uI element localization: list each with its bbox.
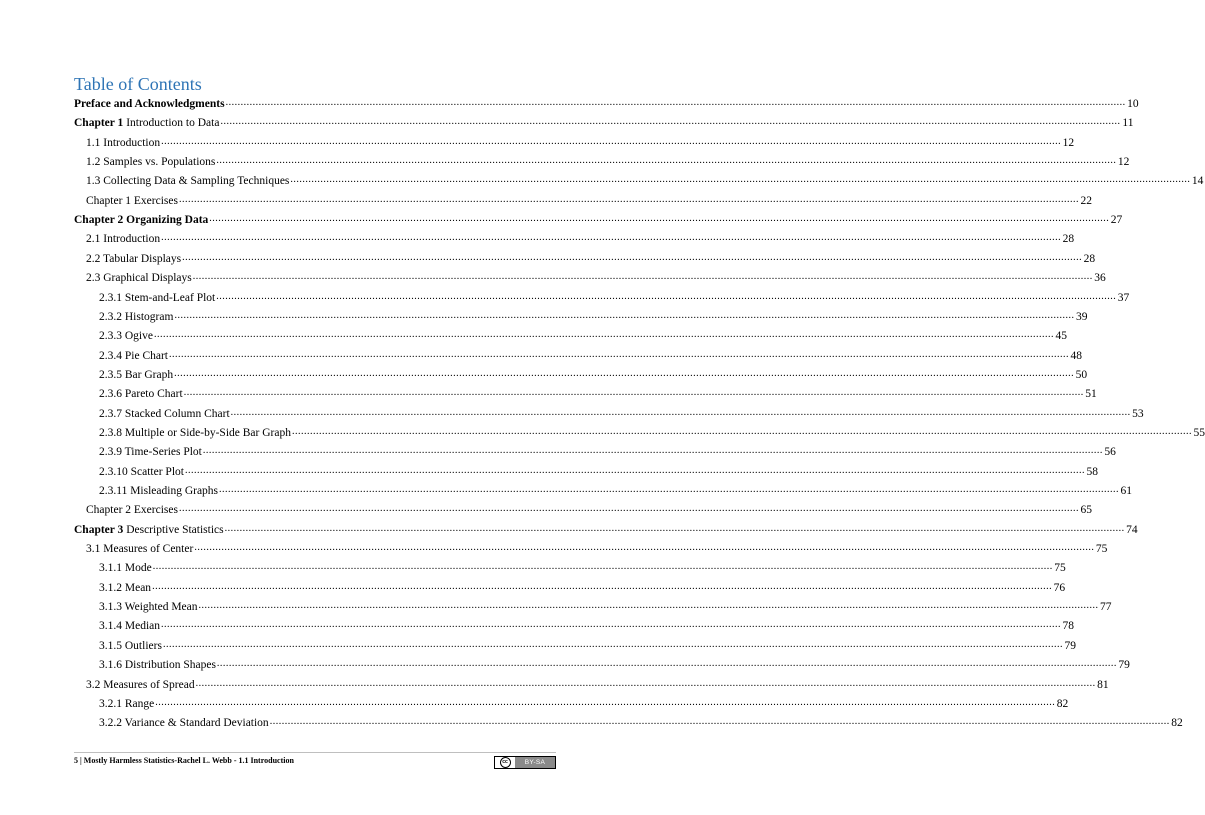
toc-entry-text: 3.1.1 Mode	[99, 562, 152, 575]
toc-page-number: 12	[1062, 136, 1075, 149]
toc-entry-bold-label: Chapter 1	[74, 117, 124, 130]
toc-entry-label	[86, 232, 160, 246]
toc-page-number: 27	[1110, 214, 1123, 227]
toc-entry-label	[99, 716, 269, 730]
dot-leader: ............................................................................................................................................................................................................................................................................................................	[209, 213, 1110, 225]
toc-entry-text: 2.3.8 Multiple or Side-by-Side Bar Graph	[99, 426, 291, 439]
dot-leader: ............................................................................................................................................................................................................................................................................................................	[161, 619, 1062, 631]
toc-page-number: 78	[1062, 620, 1075, 633]
toc-page-number: 79	[1064, 639, 1076, 652]
toc-page-number: 14	[1191, 175, 1204, 188]
toc-entry-text: 3.2.1 Range	[99, 697, 155, 710]
toc-page-number: 82	[1171, 717, 1183, 730]
toc-entry-label	[99, 291, 215, 305]
dot-leader: ............................................................................................................................................................................................................................................................................................................	[183, 387, 1084, 399]
toc-entry-text: 2.3.1 Stem-and-Leaf Plot	[99, 291, 216, 304]
toc-entry-text: Chapter 2 Exercises	[86, 504, 178, 517]
toc-page-number: 55	[1193, 426, 1205, 439]
toc-entry[interactable]	[99, 441, 1116, 459]
toc-entry-text: 2.3.7 Stacked Column Chart	[99, 407, 230, 420]
dot-leader: ............................................................................................................................................................................................................................................................................................................	[216, 155, 1117, 167]
toc-entry-label	[74, 97, 225, 111]
toc-entry[interactable]	[99, 287, 1130, 305]
toc-entry-text: 3.2.2 Variance & Standard Deviation	[99, 717, 269, 730]
toc-heading: Table of Contents	[74, 74, 202, 94]
toc-entry[interactable]	[86, 248, 1096, 266]
toc-entry-text: 3.2 Measures of Spread	[86, 678, 195, 691]
toc-page-number: 61	[1120, 485, 1133, 497]
dot-leader: ............................................................................................................................................................................................................................................................................................................	[169, 348, 1069, 360]
toc-entry[interactable]	[86, 499, 1092, 517]
toc-entry-label	[99, 561, 152, 575]
toc-entry[interactable]	[74, 209, 1123, 227]
toc-entry-label	[86, 194, 178, 208]
toc-entry[interactable]	[99, 325, 1067, 343]
toc-page-number: 82	[1056, 697, 1069, 710]
dot-leader: ............................................................................................................................................................................................................................................................................................................	[152, 561, 1053, 573]
toc-entry-text: 2.1 Introduction	[86, 233, 161, 246]
toc-entry[interactable]	[74, 93, 1139, 111]
dot-leader: ............................................................................................................................................................................................................................................................................................................	[225, 97, 1126, 108]
toc-page-number: 50	[1075, 368, 1088, 381]
toc-page-number: 22	[1080, 194, 1092, 207]
toc-entry[interactable]	[99, 635, 1076, 653]
dot-leader: ............................................................................................................................................................................................................................................................................................................	[220, 116, 1121, 128]
toc-entry-label	[99, 387, 183, 401]
dot-leader: ............................................................................................................................................................................................................................................................................................................	[290, 174, 1191, 186]
dot-leader: ............................................................................................................................................................................................................................................................................................................	[202, 445, 1103, 457]
toc-entry-text: Introduction to Data	[123, 117, 220, 130]
toc-entry-label	[86, 136, 160, 150]
toc-entry-text: 3.1 Measures of Center	[86, 543, 194, 556]
toc-entry[interactable]	[86, 190, 1092, 208]
toc-entry[interactable]	[86, 228, 1075, 246]
dot-leader: ............................................................................................................................................................................................................................................................................................................	[178, 193, 1079, 205]
toc-entry-text: Chapter 1 Exercises	[86, 194, 178, 207]
toc-entry[interactable]	[99, 383, 1097, 401]
toc-entry-label	[86, 271, 192, 285]
toc-entry-text: 3.1.5 Outliers	[99, 639, 162, 652]
toc-entry-label	[99, 639, 162, 653]
cc-license-badge[interactable]	[494, 756, 556, 769]
toc-entry[interactable]	[99, 693, 1069, 711]
toc-entry-label	[86, 503, 178, 517]
toc-entry-label	[99, 697, 154, 711]
toc-entry-text: 2.3.9 Time-Series Plot	[99, 446, 202, 459]
toc-entry-label	[99, 658, 216, 672]
toc-page-number: 48	[1070, 349, 1082, 362]
dot-leader: ............................................................................................................................................................................................................................................................................................................	[161, 135, 1062, 147]
dot-leader: ............................................................................................................................................................................................................................................................................................................	[195, 677, 1096, 689]
dot-leader: ............................................................................................................................................................................................................................................................................................................	[224, 522, 1125, 534]
toc-entry-text: 3.1.4 Median	[99, 620, 161, 633]
toc-entry-label	[74, 213, 208, 227]
toc-entry[interactable]	[86, 267, 1106, 285]
dot-leader: ............................................................................................................................................................................................................................................................................................................	[174, 309, 1075, 321]
toc-entry-text: 2.3.10 Scatter Plot	[99, 465, 184, 478]
toc-page-number: 53	[1132, 407, 1144, 420]
toc-page-number: 77	[1100, 601, 1112, 614]
toc-entry-label	[99, 445, 202, 459]
dot-leader: ............................................................................................................................................................................................................................................................................................................	[152, 580, 1053, 592]
toc-entry[interactable]	[86, 151, 1130, 169]
toc-entry[interactable]	[86, 170, 1204, 188]
toc-entry-text: 2.3.6 Pareto Chart	[99, 388, 183, 401]
toc-entry-label	[99, 368, 173, 382]
toc-entry[interactable]	[99, 596, 1112, 614]
toc-entry-text: 3.1.2 Mean	[99, 581, 152, 594]
toc-page-number: 51	[1085, 388, 1097, 401]
toc-entry-text: 2.2 Tabular Displays	[86, 252, 182, 265]
toc-entry-bold-label: Preface and Acknowledgments	[74, 98, 225, 110]
dot-leader: ............................................................................................................................................................................................................................................................................................................	[184, 464, 1085, 476]
toc-entry-label	[99, 484, 218, 498]
toc-entry[interactable]	[99, 557, 1066, 575]
toc-entry[interactable]	[99, 364, 1088, 382]
dot-leader: ............................................................................................................................................................................................................................................................................................................	[198, 600, 1099, 612]
toc-entry[interactable]	[74, 112, 1134, 130]
toc-entry[interactable]	[99, 654, 1130, 672]
toc-page-number: 76	[1053, 581, 1066, 594]
toc-page-number: 74	[1126, 523, 1138, 536]
toc-page-number: 28	[1062, 233, 1075, 246]
cc-icon: cc	[495, 757, 515, 768]
dot-leader: ............................................................................................................................................................................................................................................................................................................	[182, 251, 1083, 263]
dot-leader: ............................................................................................................................................................................................................................................................................................................	[194, 542, 1095, 554]
toc-entry-text: 2.3.3 Ogive	[99, 330, 153, 343]
toc-entry-label	[99, 310, 173, 324]
toc-entry-text: 3.1.6 Distribution Shapes	[99, 659, 216, 672]
license-label: BY-SA	[515, 757, 555, 768]
toc-entry-label	[99, 619, 160, 633]
toc-page-number: 37	[1117, 291, 1130, 304]
dot-leader: ............................................................................................................................................................................................................................................................................................................	[155, 696, 1056, 708]
toc-entry[interactable]	[99, 403, 1144, 421]
toc-page-number: 11	[1122, 117, 1134, 130]
toc-page-number: 12	[1117, 156, 1130, 169]
toc-entry-text: 1.2 Samples vs. Populations	[86, 156, 216, 169]
toc-entry-label	[99, 600, 198, 614]
toc-entry-text: 2.3.5 Bar Graph	[99, 368, 174, 381]
toc-page-number: 81	[1097, 678, 1109, 691]
toc-entry-label	[86, 155, 215, 169]
toc-page-number: 56	[1104, 446, 1116, 459]
dot-leader: ............................................................................................................................................................................................................................................................................................................	[219, 484, 1120, 495]
toc-entry[interactable]	[99, 615, 1075, 633]
toc-entry[interactable]	[99, 461, 1098, 479]
toc-entry-text: 1.3 Collecting Data & Sampling Techniques	[86, 175, 290, 188]
toc-entry[interactable]	[99, 480, 1133, 498]
toc-page-number: 10	[1127, 98, 1139, 110]
toc-entry-text: 1.1 Introduction	[86, 136, 161, 149]
toc-entry[interactable]	[74, 519, 1138, 537]
toc-entry[interactable]	[99, 422, 1205, 440]
toc-entry-label	[99, 426, 291, 440]
toc-page-number: 75	[1054, 562, 1066, 575]
toc-entry-label	[86, 252, 181, 266]
dot-leader: ............................................................................................................................................................................................................................................................................................................	[269, 716, 1170, 728]
toc-entry[interactable]	[99, 577, 1066, 595]
toc-entry[interactable]	[86, 674, 1109, 692]
toc-entry-label	[99, 407, 230, 421]
toc-entry-label	[86, 678, 195, 692]
toc-entry-label	[99, 329, 153, 343]
toc-page-number: 75	[1095, 543, 1108, 556]
toc-entry-label	[74, 523, 224, 537]
toc-entry-text: 3.1.3 Weighted Mean	[99, 601, 198, 614]
toc-entry-bold-label: Chapter 2 Organizing Data	[74, 214, 209, 227]
dot-leader: ............................................................................................................................................................................................................................................................................................................	[174, 367, 1075, 379]
dot-leader: ............................................................................................................................................................................................................................................................................................................	[216, 658, 1117, 670]
toc-entry-text: Descriptive Statistics	[123, 523, 224, 536]
dot-leader: ............................................................................................................................................................................................................................................................................................................	[178, 503, 1079, 515]
toc-entry-label	[99, 349, 168, 363]
toc-entry-label	[86, 542, 193, 556]
dot-leader: ............................................................................................................................................................................................................................................................................................................	[230, 406, 1131, 418]
toc-entry[interactable]	[86, 538, 1108, 556]
toc-entry[interactable]	[86, 132, 1075, 150]
dot-leader: ............................................................................................................................................................................................................................................................................................................	[291, 425, 1192, 437]
toc-entry[interactable]	[99, 712, 1183, 730]
footer-divider	[74, 752, 556, 753]
toc-page-number: 65	[1080, 504, 1092, 517]
toc-page-number: 39	[1075, 310, 1088, 323]
dot-leader: ............................................................................................................................................................................................................................................................................................................	[162, 638, 1063, 650]
toc-page-number: 36	[1094, 272, 1106, 285]
toc-entry-label	[86, 174, 289, 188]
toc-entry-text: 2.3 Graphical Displays	[86, 272, 192, 285]
toc-entry-text: 2.3.11 Misleading Graphs	[99, 485, 219, 497]
toc-page-number: 28	[1083, 252, 1096, 265]
toc-entry-text: 2.3.2 Histogram	[99, 310, 174, 323]
toc-entry-label	[99, 465, 184, 479]
toc-entry[interactable]	[99, 345, 1082, 363]
dot-leader: ............................................................................................................................................................................................................................................................................................................	[161, 232, 1062, 244]
dot-leader: ............................................................................................................................................................................................................................................................................................................	[192, 271, 1093, 283]
toc-entry-text: 2.3.4 Pie Chart	[99, 349, 168, 362]
toc-page-number: 79	[1118, 659, 1130, 672]
dot-leader: ............................................................................................................................................................................................................................................................................................................	[216, 290, 1117, 302]
toc-entry-bold-label: Chapter 3	[74, 523, 124, 536]
toc-page-number: 58	[1086, 465, 1098, 478]
toc-page-number: 45	[1055, 330, 1067, 343]
toc-entry-label	[74, 116, 219, 130]
toc-entry[interactable]	[99, 306, 1088, 324]
dot-leader: ............................................................................................................................................................................................................................................................................................................	[153, 329, 1054, 341]
toc-entry-label	[99, 581, 151, 595]
page-footer: 5 | Mostly Harmless Statistics-Rachel L. Webb - 1.1 Introduction	[74, 756, 294, 765]
